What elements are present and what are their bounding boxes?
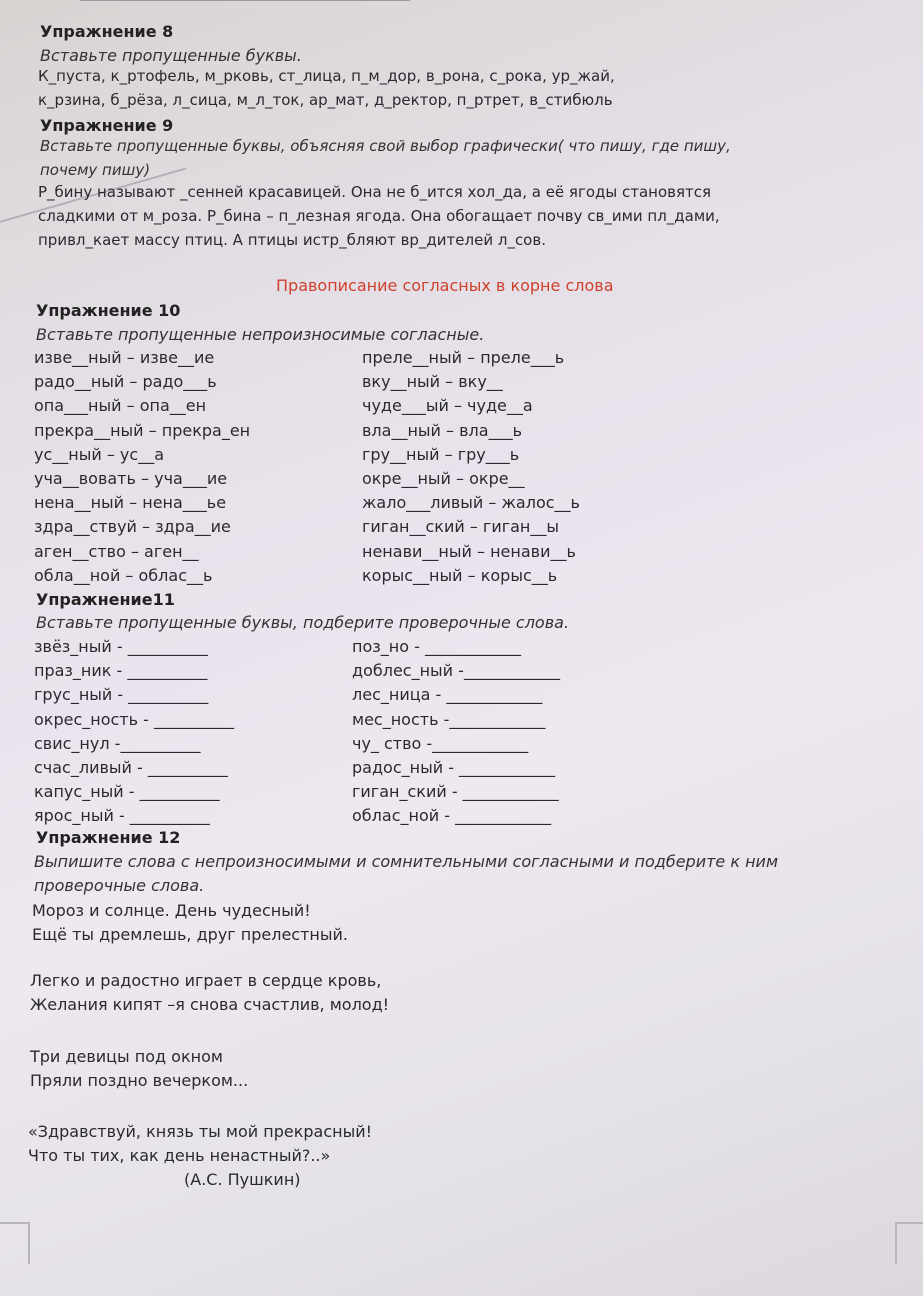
page-corner-left (0, 1222, 30, 1264)
ex8-title: Упражнение 8 (40, 22, 174, 41)
ex11-task: Вставьте пропущенные буквы, подберите проверочные слова. (36, 613, 570, 632)
poem-line: Три девицы под окном (30, 1047, 223, 1066)
ex10-right-item: преле__ный – преле___ь (362, 348, 565, 367)
ex12-task-line-2: проверочные слова. (34, 876, 205, 895)
ex10-right-item: вку__ный – вку__ (362, 372, 503, 392)
poem-line: Пряли поздно вечерком... (30, 1071, 249, 1090)
poem-stanza-1 (32, 899, 348, 947)
ex11-left-item: счас_ливый - __________ (34, 758, 228, 778)
ex10-right-item: чуде___ый – чуде__а (362, 396, 533, 416)
ex11-right-item: гиган_ский - ____________ (352, 782, 559, 802)
ex11-right-item: доблес_ный -____________ (352, 661, 560, 681)
ex10-right-item: ненави__ный – ненави__ь (362, 541, 576, 561)
ex10-left-item: опа___ный – опа__ен (34, 396, 207, 416)
ex10-title: Упражнение 10 (36, 301, 181, 320)
poem-line: Ещё ты дремлешь, друг прелестный. (32, 925, 348, 944)
ex11-left-item: окрес_ность - __________ (34, 709, 234, 729)
ex11-left-item: праз_ник - __________ (34, 661, 208, 681)
ex9-line-1: Р_бину называют _сенней красавицей. Она не б_ится хол_да, а её ягоды становятся (38, 183, 712, 201)
ex11-right-item: радос_ный - ____________ (352, 758, 556, 778)
ex10-left-item: уча__вовать – уча___ие (34, 469, 228, 489)
ex11-title: Упражнение11 (36, 590, 175, 609)
ex11-left-item: ярос_ный - __________ (34, 806, 210, 826)
ex12-task-line-1: Выпишите слова с непроизносимыми и сомнительными согласными и подберите к ним (34, 852, 779, 871)
ex10-left-item: радо__ный – радо___ь (34, 372, 217, 392)
poem-line: Легко и радостно играет в сердце кровь, (30, 971, 382, 990)
ex10-left-item: аген__ство – аген__ (34, 541, 199, 561)
top-rule (80, 0, 410, 1)
ex11-left-column (34, 635, 234, 829)
ex10-left-item: нена__ный – нена___ье (34, 493, 227, 513)
ex11-left-item: капус_ный - __________ (34, 782, 220, 802)
poem-line: «Здравствуй, князь ты мой прекрасный! (28, 1122, 373, 1141)
ex9-task-line-1: Вставьте пропущенные буквы, объясняя свой выбор графически( что пишу, где пишу, (40, 137, 731, 155)
ex11-left-item: звёз_ный - __________ (34, 637, 208, 656)
page-corner-right (895, 1222, 923, 1264)
section-title: Правописание согласных в корне слова (276, 276, 614, 295)
ex11-left-item: свис_нул -__________ (34, 733, 201, 753)
ex8-line-1: К_пуста, к_ртофель, м_рковь, ст_лица, п_м_дор, в_рона, с_рока, ур_жай, (38, 67, 615, 85)
poem-line: Желания кипят –я снова счастлив, молод! (30, 995, 390, 1014)
ex11-right-item: чу_ ство -____________ (352, 733, 529, 753)
ex11-right-item: облас_ной - ____________ (352, 806, 552, 826)
ex10-left-item: обла__ной – облас__ь (34, 565, 213, 585)
ex11-right-item: мес_ность -____________ (352, 709, 546, 729)
ex10-right-item: окре__ный – окре__ (362, 469, 525, 489)
poem-stanza-2 (30, 969, 389, 1017)
poem-stanza-4 (28, 1120, 372, 1168)
poem-author: (А.С. Пушкин) (184, 1170, 301, 1189)
ex9-line-2: сладкими от м_роза. Р_бина – п_лезная ягода. Она обогащает почву св_ими пл_дами, (38, 207, 720, 225)
ex12-title: Упражнение 12 (36, 828, 181, 847)
ex10-right-item: гру__ный – гру___ь (362, 444, 520, 464)
ex10-left-item: здра__ствуй – здра__ие (34, 517, 231, 537)
ex8-line-2: к_рзина, б_рёза, л_сица, м_л_ток, ар_мат, д_ректор, п_ртрет, в_стибюль (38, 91, 613, 109)
ex10-right-column (362, 346, 580, 588)
ex11-right-item: лес_ница - ____________ (352, 685, 543, 705)
poem-line: Мороз и солнце. День чудесный! (32, 901, 311, 920)
ex10-task: Вставьте пропущенные непроизносимые согласные. (36, 325, 485, 344)
poem-stanza-3 (30, 1045, 248, 1093)
ex10-right-item: жало___ливый – жалос__ь (362, 493, 580, 513)
ex10-left-item: прекра__ный – прекра_ен (34, 420, 251, 440)
ex9-title: Упражнение 9 (40, 116, 174, 135)
ex10-left-column (34, 346, 250, 588)
ex10-right-item: вла__ный – вла___ь (362, 420, 523, 440)
ex11-left-item: грус_ный - __________ (34, 685, 209, 705)
ex10-right-item: корыс__ный – корыс__ь (362, 565, 558, 585)
ex9-task-line-2: почему пишу) (40, 161, 151, 179)
poem-line: Что ты тих, как день ненастный?..» (28, 1146, 331, 1165)
ex10-right-item: гиган__ский – гиган__ы (362, 517, 560, 537)
ex10-left-item: изве__ный – изве__ие (34, 348, 215, 367)
ex9-line-3: привл_кает массу птиц. А птицы истр_бляют вр_дителей л_сов. (38, 231, 546, 249)
ex11-right-item: поз_но - ____________ (352, 637, 521, 656)
ex11-right-column (352, 635, 560, 829)
ex10-left-item: ус__ный – ус__а (34, 444, 164, 464)
ex8-task: Вставьте пропущенные буквы. (40, 46, 302, 65)
